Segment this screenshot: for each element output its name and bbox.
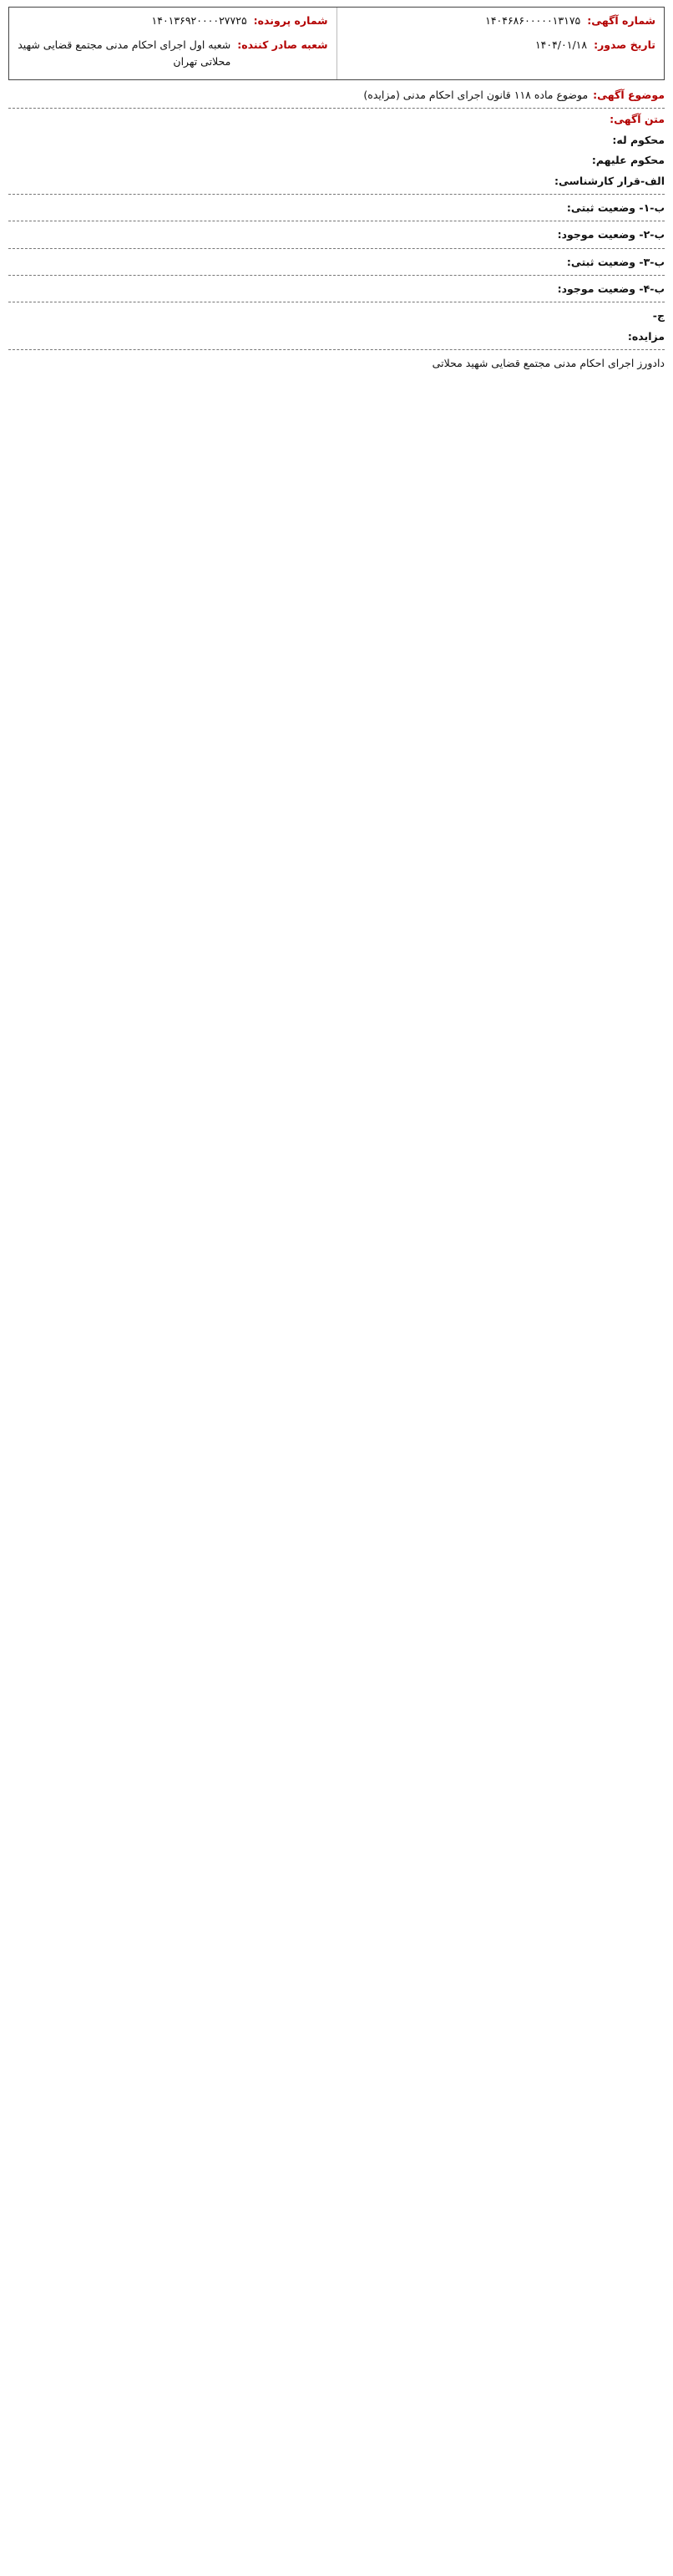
case-number-row [18,13,328,28]
notice-number: ۱۴۰۴۶۸۶۰۰۰۰۰۱۳۱۷۵ [485,14,581,27]
intro-heading: متن آگهی: [610,113,665,126]
divider [8,248,665,249]
footer-signature: دادورز اجرای احکام مدنی مجتمع قضایی شهید محلاتی [432,357,665,370]
registration-heading-1: ب-۱- وضعیت ثبتی: [566,201,665,214]
notice-header [8,7,665,80]
case-number-label: شماره پرونده: [253,14,328,27]
notice-number-label: شماره آگهی: [587,14,655,27]
subject-row [8,87,665,109]
section-c-heading: ج- [652,309,665,323]
expert-heading: الف-قرار کارشناسی: [554,174,665,187]
header-right-column [337,8,665,79]
header-left-column [9,8,337,79]
subject-label: موضوع آگهی: [593,89,665,101]
issue-date-row [346,37,656,53]
defendants-heading: محکوم علیهم: [591,154,665,167]
notice-number-row [346,13,656,28]
issue-date-label: تاریخ صدور: [594,38,655,52]
divider [8,349,665,350]
issue-date: ۱۴۰۴/۰۱/۱۸ [534,38,588,52]
subject-value: موضوع ماده ۱۱۸ قانون اجرای احکام مدنی (مزایده) [363,89,589,101]
registration-heading-2: ب-۳- وضعیت ثبتی: [566,255,665,268]
auction-heading: مزایده: [627,329,665,343]
case-number: ۱۴۰۱۳۶۹۲۰۰۰۰۲۷۷۲۵ [151,14,247,27]
divider [8,275,665,276]
claimant-heading: محکوم له: [612,133,665,146]
issuer-row [18,37,328,69]
issuer: شعبه اول اجرای احکام مدنی مجتمع قضایی شهید محلاتی تهران [18,38,231,68]
issuer-label: شعبه صادر کننده: [237,38,328,52]
current-status-heading-1: ب-۲- وضعیت موجود: [557,228,665,241]
divider [8,194,665,195]
current-status-heading-2: ب-۴- وضعیت موجود: [557,282,665,295]
